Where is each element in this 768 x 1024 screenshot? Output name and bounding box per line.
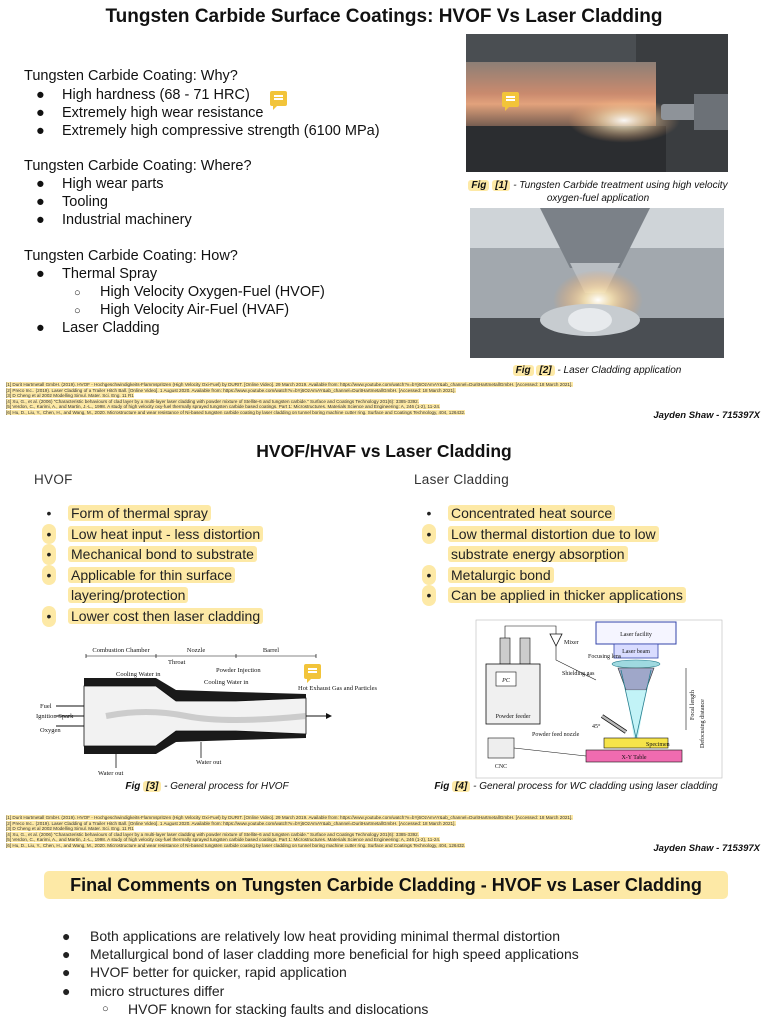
bullet-dot-icon: • <box>42 524 56 545</box>
bullet-dot-icon: • <box>422 585 436 606</box>
label-focusing-lens: Focusing lens <box>588 654 622 660</box>
bullet-dot-icon: • <box>42 606 56 627</box>
label-shielding-gas: Shielding gas <box>562 671 595 677</box>
why-item: ● Extremely high wear resistance <box>36 105 264 121</box>
list-item: • Low thermal distortion due to low <box>422 524 742 545</box>
label-fuel: Fuel <box>40 703 52 710</box>
comment-icon[interactable] <box>270 91 287 106</box>
bullet-dot-icon: ● <box>36 266 45 282</box>
bullet-dot-icon: • <box>42 565 56 586</box>
label-focal-length: Focal length <box>690 690 696 720</box>
label-powder-nozzle: Powder feed nozzle <box>532 732 580 738</box>
bullet-dot-icon: ● <box>36 123 45 139</box>
bullet-dot-icon: ● <box>36 194 45 210</box>
bullet-dot-icon: ● <box>62 928 71 944</box>
how-subitem: ○ High Velocity Oxygen-Fuel (HVOF) <box>74 284 325 300</box>
hvof-list <box>42 503 372 627</box>
list-item: • Low heat input - less distortion <box>42 524 372 545</box>
label-pc: PC <box>502 678 510 684</box>
where-heading: Tungsten Carbide Coating: Where? <box>24 158 252 174</box>
list-item-continuation: layering/protection <box>42 585 372 606</box>
label-xy-table: X-Y Table <box>621 755 647 761</box>
label-exhaust: Hot Exhaust Gas and Particles <box>298 685 378 692</box>
bullet-dot-icon: • <box>422 524 436 545</box>
list-item: • Can be applied in thicker applications <box>422 585 742 606</box>
list-item-continuation: substrate energy absorption <box>422 544 742 565</box>
bullet-ring-icon: ○ <box>74 287 81 299</box>
fig2-caption: Fig [2] - Laser Cladding application <box>470 364 724 377</box>
bullet-dot-icon: • <box>42 544 56 565</box>
comment-icon[interactable] <box>304 664 321 679</box>
label-nozzle: Nozzle <box>186 647 206 654</box>
where-item: ● Tooling <box>36 194 108 210</box>
how-item: ● Laser Cladding <box>36 320 160 336</box>
list-item: ● HVOF better for quicker, rapid application <box>62 964 347 981</box>
where-item: ● Industrial machinery <box>36 212 192 228</box>
label-angle: 45° <box>592 724 601 730</box>
label-defocusing-distance: Defocusing distance <box>700 699 706 748</box>
label-powder-injection: Powder Injection <box>216 667 261 674</box>
label-mixer: Mixer <box>564 640 579 646</box>
bullet-dot-icon: ● <box>36 87 45 103</box>
fig1-caption: Fig [1] - Tungsten Carbide treatment using high velocity oxygen-fuel application <box>462 179 734 205</box>
why-item: ● High hardness (68 - 71 HRC) <box>36 87 250 103</box>
list-item: ● Both applications are relatively low heat providing minimal thermal distortion <box>62 928 561 944</box>
how-item: ● Thermal Spray <box>36 266 158 282</box>
slide1-author: Jayden Shaw - 715397X <box>653 410 760 421</box>
label-ignition-spark: Ignition Spark <box>36 713 74 720</box>
why-heading: Tungsten Carbide Coating: Why? <box>24 68 238 84</box>
fig3-caption: Fig [3] - General process for HVOF <box>125 781 289 792</box>
label-throat: Throat <box>168 659 186 666</box>
label-barrel: Barrel <box>262 647 280 654</box>
why-item: ● Extremely high compressive strength (6100 MPa) <box>36 123 380 139</box>
bullet-dot-icon: ● <box>36 212 45 228</box>
how-heading: Tungsten Carbide Coating: How? <box>24 248 238 264</box>
list-item: ● Metallurgical bond of laser cladding more beneficial for high speed applications <box>62 946 579 963</box>
laser-column-heading: Laser Cladding <box>414 472 510 487</box>
label-combustion: Combustion Chamber <box>92 647 150 654</box>
slide1-title: Tungsten Carbide Surface Coatings: HVOF Vs Laser Cladding <box>105 6 663 27</box>
bullet-ring-icon: ○ <box>74 305 81 317</box>
bullet-dot-icon: • <box>426 505 432 521</box>
bullet-dot-icon: ● <box>62 964 71 981</box>
bullet-dot-icon: ● <box>62 946 71 963</box>
label-powder-feeder: Powder feeder <box>495 714 531 720</box>
list-item: • Applicable for thin surface <box>42 565 372 586</box>
bullet-dot-icon: ● <box>36 105 45 121</box>
slide2-author: Jayden Shaw - 715397X <box>653 843 760 854</box>
label-cooling-water-in-2: Cooling Water in <box>204 679 249 686</box>
hvof-diagram <box>36 646 378 777</box>
slide1-references: [1] Durit Hartmetall GmbH. (2019). HVOF - Hochgeschwindigkeits-Flammspritzen (High Velocity Oxi-Fuel) by DURIT. [Online Video]. 29 March 2019. Available from: https://www.youtube.com/watch?v=bYj6OzAmAY&ab_channel=DuritHartmetallGmbH. [Accessed: 18 March 2021]. [2] Preco Inc.. (2019). Laser Cladding of a Trailer Hitch Ball. [Online Video]. 1 August 2020. Available from: https://www.youtube.com/watch?v=bYj6OzAmAY&ab_channel=DuritHartmetallGmbH. [Accessed: 18 March 2021]. [3] D Cheng et al 2002 Modelling Simul. Mater. Sci. Eng. 11 R1 [4] Xu, G., et al. (2006) "Characteristic behaviours of clad layer by a multi-layer laser cladding with powder mixture of Stellite-6 and tungsten carbide." Surface and Coatings Technology 201(6): 3385-3392. [5] Verdon, C., Karimi, A., and Martin, J.-L., 1998. A study of high velocity oxy-fuel thermally sprayed tungsten carbide based coatings. Part 1: Microstructures. Materials Science and Engineering: A, 246 (1-2), 11-24. [6] Hu, D., Liu, Y., Chen, H., and Wang, M., 2020. Microstructure and wear resistance of Ni-based tungsten carbide coating by laser cladding on tunnel boring machine cutter ring. Surface and Coatings Technology, 404, 126432. <box>6 382 573 415</box>
label-oxygen: Oxygen <box>40 727 61 734</box>
hvof-column-heading: HVOF <box>34 472 73 487</box>
list-item: • Concentrated heat source <box>422 503 742 524</box>
list-item: ● micro structures differ <box>62 982 225 999</box>
hvof-photo <box>466 34 728 172</box>
bullet-dot-icon: ● <box>36 320 45 336</box>
label-cnc: CNC <box>494 764 508 770</box>
list-item: • Mechanical bond to substrate <box>42 544 372 565</box>
label-laser-beam: Laser beam <box>622 649 650 655</box>
laser-photo-art <box>470 208 724 358</box>
laser-cladding-photo <box>470 208 724 358</box>
slide3-title: Final Comments on Tungsten Carbide Cladding - HVOF vs Laser Cladding <box>44 871 728 899</box>
bullet-dot-icon: ● <box>36 176 45 192</box>
laser-list <box>422 503 742 606</box>
fig4-caption: Fig [4] - General process for WC cladding using laser cladding <box>434 781 718 792</box>
bullet-dot-icon: • <box>422 565 436 586</box>
list-item: • Lower cost then laser cladding <box>42 606 372 627</box>
laser-cladding-diagram <box>476 620 722 778</box>
comment-icon[interactable] <box>502 92 519 107</box>
label-laser-facility: Laser facility <box>620 632 652 638</box>
list-item: • Form of thermal spray <box>42 503 372 524</box>
label-water-out-1: Water out <box>98 770 124 777</box>
slide2-title: HVOF/HVAF vs Laser Cladding <box>256 441 512 461</box>
where-item: ● High wear parts <box>36 176 164 192</box>
bullet-dot-icon: ● <box>62 982 71 999</box>
list-item: • Metalurgic bond <box>422 565 742 586</box>
bullet-ring-icon: ○ <box>102 1002 109 1015</box>
how-subitem: ○ High Velocity Air-Fuel (HVAF) <box>74 302 290 318</box>
bullet-dot-icon: • <box>46 505 52 521</box>
label-water-out-2: Water out <box>196 759 222 766</box>
label-specimen: Specimen <box>646 742 670 748</box>
slide2-references: [1] Durit Hartmetall GmbH. (2019). HVOF - Hochgeschwindigkeits-Flammspritzen (High Velocity Oxi-Fuel) by DURIT. [Online Video]. 29 March 2019. Available from: https://www.youtube.com/watch?v=bYj6OzAmAY&ab_channel=DuritHartmetallGmbH. [Accessed: 18 March 2021]. [2] Preco Inc.. (2019). Laser Cladding of a Trailer Hitch Ball. [Online Video]. 1 August 2020. Available from: https://www.youtube.com/watch?v=bYj6OzAmAY&ab_channel=DuritHartmetallGmbH. [Accessed: 18 March 2021]. [3] D Cheng et al 2002 Modelling Simul. Mater. Sci. Eng. 11 R1 [4] Xu, G., et al. (2006) "Characteristic behaviours of clad layer by a multi-layer laser cladding with powder mixture of Stellite-6 and tungsten carbide." Surface and Coatings Technology 201(6): 3385-3392. [5] Verdon, C., Karimi, A., and Martin, J.-L., 1998. A study of high velocity oxy-fuel thermally sprayed tungsten carbide based coatings. Part 1: Microstructures. Materials Science and Engineering: A, 246 (1-2), 11-24. [6] Hu, D., Liu, Y., Chen, H., and Wang, M., 2020. Microstructure and wear resistance of Ni-based tungsten carbide coating by laser cladding on tunnel boring machine cutter ring. Surface and Coatings Technology, 404, 126432. <box>6 815 573 848</box>
list-subitem: ○ HVOF known for stacking faults and dislocations <box>102 1000 429 1017</box>
final-comments-list <box>62 927 742 1018</box>
label-cooling-water-in-1: Cooling Water in <box>116 671 161 678</box>
